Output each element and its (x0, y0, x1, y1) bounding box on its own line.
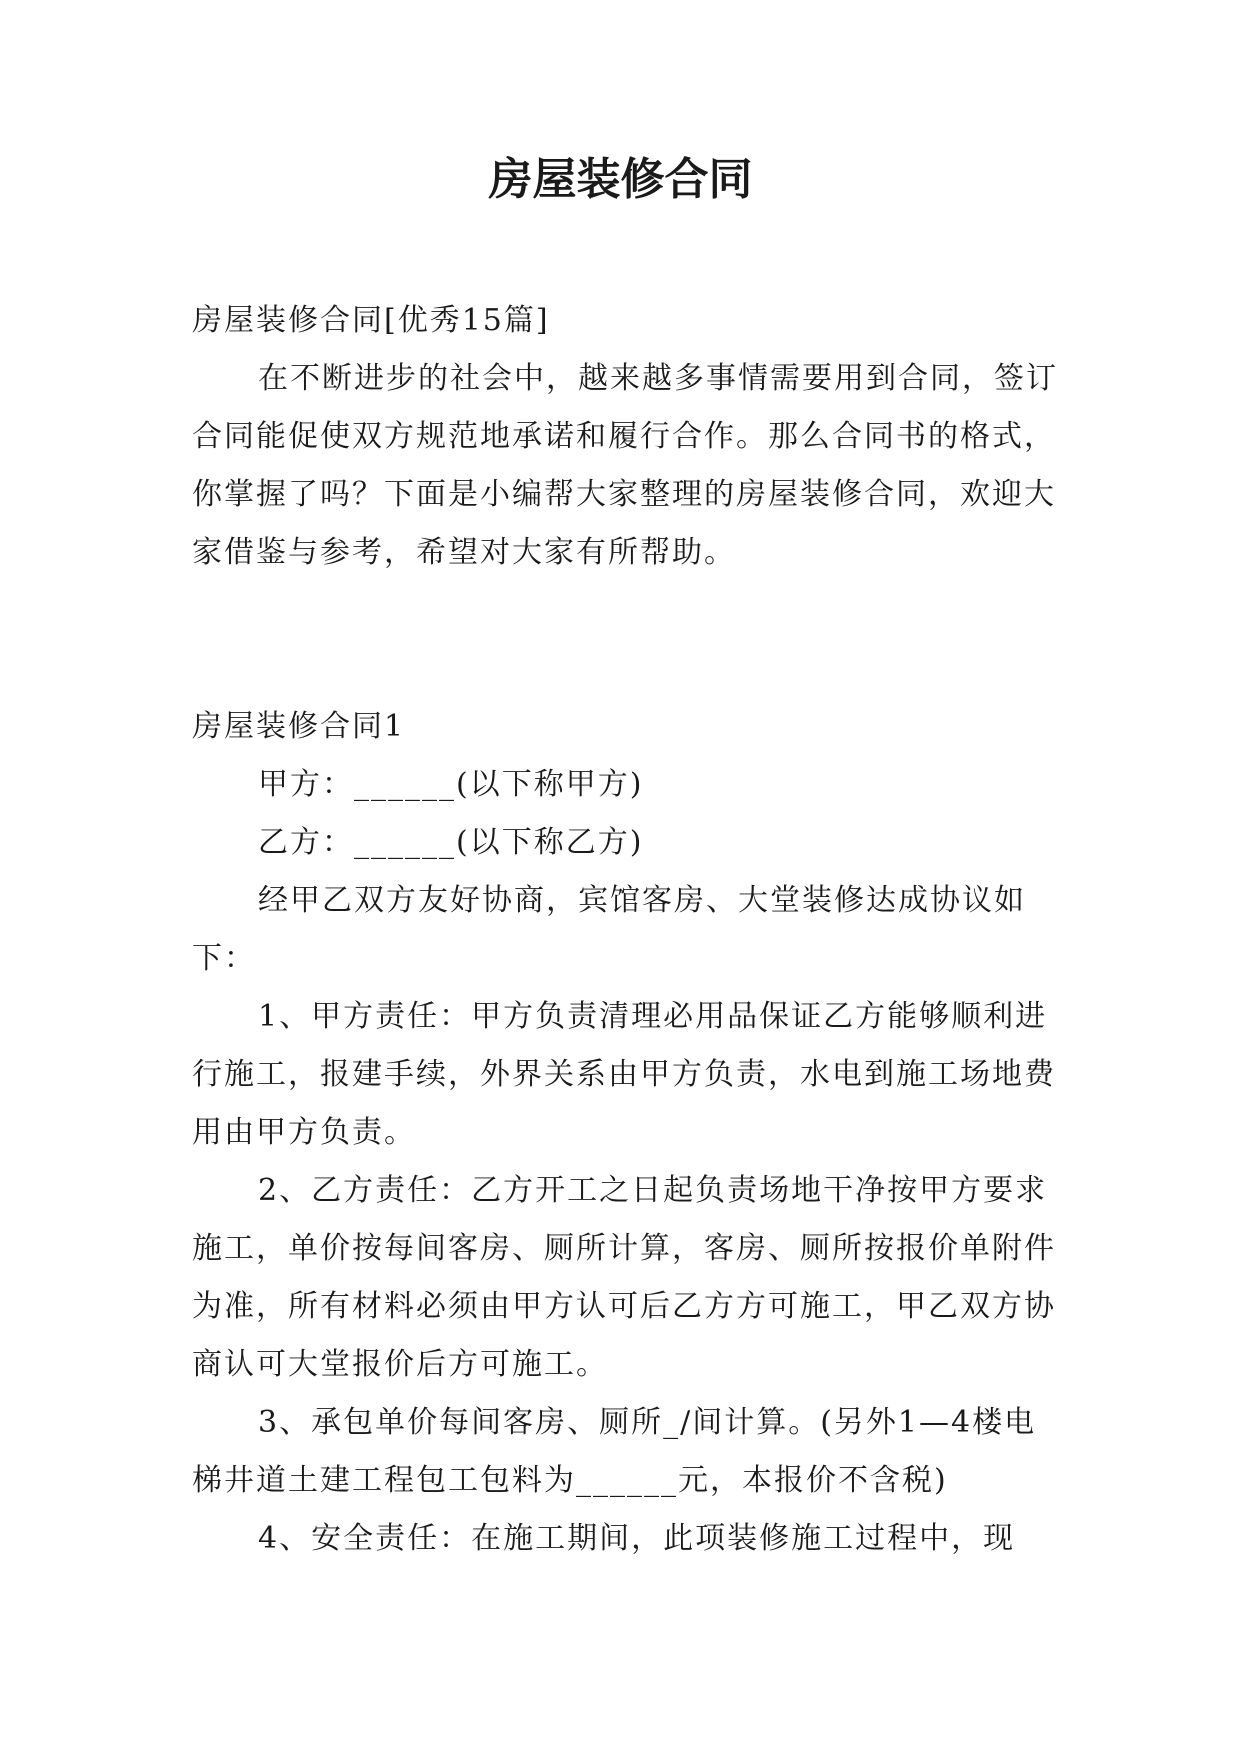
clause-paragraph: 4、安全责任：在施工期间，此项装修施工过程中，现 (258, 1521, 1016, 1556)
section-title: 房屋装修合同1 (192, 709, 406, 744)
clause-paragraph: 1、甲方责任：甲方负责清理必用品保证乙方能够顺利进行施工，报建手续，外界关系由甲方负责，水电到施工场地费用由甲方负责。 (192, 999, 1056, 1150)
document-body (192, 292, 1062, 1568)
document-title: 房屋装修合同 (488, 154, 753, 205)
party-a-line: 甲方：______(以下称甲方) (258, 767, 644, 802)
section-spacer (192, 582, 1062, 698)
clause-paragraph: 2、乙方责任：乙方开工之日起负责场地干净按甲方要求施工，单价按每间客房、厕所计算，客房、厕所按报价单附件为准，所有材料必须由甲方认可后乙方方可施工，甲乙双方协商认可大堂报价后方可施工。 (192, 1173, 1056, 1382)
agreement-paragraph: 经甲乙双方友好协商，宾馆客房、大堂装修达成协议如下： (192, 883, 1026, 976)
party-b-line: 乙方：______(以下称乙方) (258, 825, 644, 860)
intro-paragraph: 在不断进步的社会中，越来越多事情需要用到合同，签订合同能促使双方规范地承诺和履行合作。那么合同书的格式，你掌握了吗？下面是小编帮大家整理的房屋装修合同，欢迎大家借鉴与参考，希望对大家有所帮助。 (192, 361, 1058, 570)
document-subtitle: 房屋装修合同[优秀15篇] (192, 303, 550, 338)
clause-paragraph: 3、承包单价每间客房、厕所_/间计算。(另外1—4楼电梯井道土建工程包工包料为______元，本报价不含税) (192, 1405, 1037, 1498)
